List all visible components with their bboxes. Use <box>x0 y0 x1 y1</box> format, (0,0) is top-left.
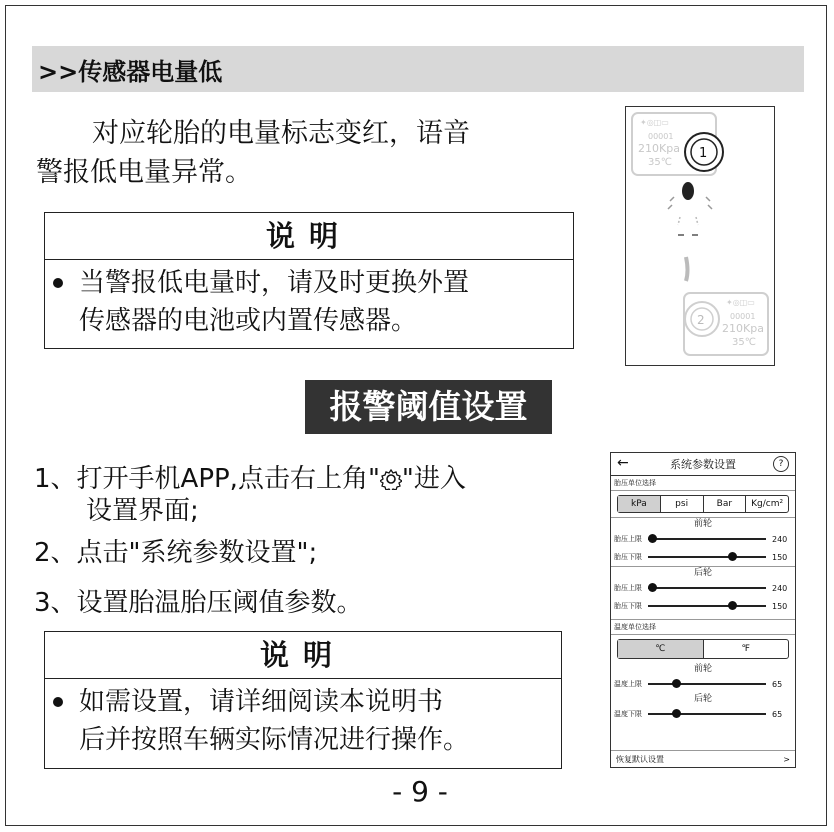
front-upper-row <box>611 530 795 548</box>
step-2: 2、点击"系统参数设置"; <box>34 538 318 568</box>
bottom-screen-id: 00001 <box>730 312 756 321</box>
sensor-illustration-graphic <box>626 107 774 365</box>
phone-screenshot <box>610 452 796 768</box>
restore-defaults-row <box>611 750 795 767</box>
rear-lower-row <box>611 597 795 615</box>
gear-icon <box>380 468 402 490</box>
top-screen-id: 00001 <box>648 132 674 141</box>
pressure-upper-label: 胎压上限 <box>614 535 642 543</box>
step-1-suffix: "进入 <box>401 464 466 494</box>
temp-unit-label: 温度单位选择 <box>611 620 795 635</box>
intro-line-2: 警报低电量异常。 <box>36 157 252 188</box>
unit-kpa: kPa <box>618 496 661 512</box>
rear-wheel-label: 后轮 <box>693 568 712 578</box>
note-body <box>45 679 561 759</box>
note-line-1: 如需设置，请详细阅读本说明书 <box>79 687 444 717</box>
phone-header <box>611 453 795 476</box>
front-wheel-label: 前轮 <box>693 519 712 529</box>
section-title: >>传感器电量低 <box>32 46 804 92</box>
note-line-1: 当警报低电量时，请及时更换外置 <box>79 268 470 298</box>
temp-lower-value: 65 <box>772 709 783 719</box>
temp-upper-value: 65 <box>772 679 783 689</box>
alarm-threshold-title: 报警阈值设置 <box>305 380 552 434</box>
top-screen-temp: 35℃ <box>648 157 672 168</box>
temp-upper-row <box>611 675 795 693</box>
note-heading: 说明 <box>45 632 561 679</box>
chevron-right-icon: > <box>783 754 790 764</box>
unit-bar: Bar <box>704 496 747 512</box>
bottom-screen-temp: 35℃ <box>732 337 756 348</box>
slider-knob <box>728 601 737 610</box>
rear-lower-value: 150 <box>772 601 788 611</box>
front-upper-value: 240 <box>772 534 788 544</box>
temp-rear-label: 后轮 <box>693 694 712 704</box>
page-number: - 9 - <box>392 775 448 808</box>
temp-unit-selector <box>617 639 789 659</box>
unit-kgcm2: Kg/cm² <box>751 499 784 509</box>
pressure-lower-label: 胎压下限 <box>614 553 642 561</box>
slider-knob <box>728 552 737 561</box>
help-icon: ? <box>773 456 789 472</box>
svg-text:✦◎◫▭: ✦◎◫▭ <box>726 298 755 307</box>
bullet-icon <box>53 697 63 707</box>
unit-fahrenheit: ℉ <box>741 644 751 654</box>
step-3: 3、设置胎温胎压阈值参数。 <box>34 588 363 618</box>
rear-upper-value: 240 <box>772 583 788 593</box>
pressure-unit-label: 胎压单位选择 <box>611 476 795 491</box>
sensor-illustration <box>625 106 775 366</box>
svg-text:✦◎◫▭: ✦◎◫▭ <box>640 118 669 127</box>
note-box-1 <box>44 212 574 349</box>
bottom-screen-pressure: 210Kpa <box>722 322 764 335</box>
pressure-lower-label: 胎压下限 <box>614 602 642 610</box>
note-line-2: 后并按照车辆实际情况进行操作。 <box>79 725 470 755</box>
step-1-line-2: 设置界面; <box>86 496 199 526</box>
front-lower-row <box>611 548 795 566</box>
intro-line-1: 对应轮胎的电量标志变红，语音 <box>92 118 470 149</box>
unit-psi: psi <box>661 496 704 512</box>
temp-upper-label: 温度上限 <box>614 680 642 688</box>
unit-celsius: ℃ <box>618 640 704 658</box>
top-screen-pressure: 210Kpa <box>638 142 680 155</box>
pressure-upper-label: 胎压上限 <box>614 584 642 592</box>
phone-title: 系统参数设置 <box>670 458 736 471</box>
temp-front-label: 前轮 <box>693 664 712 674</box>
note-body <box>45 260 573 340</box>
pressure-unit-selector <box>617 495 789 513</box>
slider-knob <box>648 534 657 543</box>
top-badge: 1 <box>699 146 708 161</box>
bottom-badge: 2 <box>697 313 705 327</box>
step-1-prefix: 1、打开手机APP,点击右上角" <box>34 464 380 494</box>
slider-knob <box>672 709 681 718</box>
front-lower-value: 150 <box>772 552 788 562</box>
temp-lower-row <box>611 705 795 723</box>
note-line-2: 传感器的电池或内置传感器。 <box>79 306 418 336</box>
note-box-2 <box>44 631 562 769</box>
bullet-icon <box>53 278 63 288</box>
back-arrow-icon: ← <box>617 455 629 471</box>
slider-knob <box>672 679 681 688</box>
restore-defaults-label: 恢复默认设置 <box>616 754 664 764</box>
temp-lower-label: 温度下限 <box>614 710 642 718</box>
step-1 <box>34 464 466 494</box>
rear-upper-row <box>611 579 795 597</box>
slider-knob <box>648 583 657 592</box>
note-heading: 说明 <box>45 213 573 260</box>
